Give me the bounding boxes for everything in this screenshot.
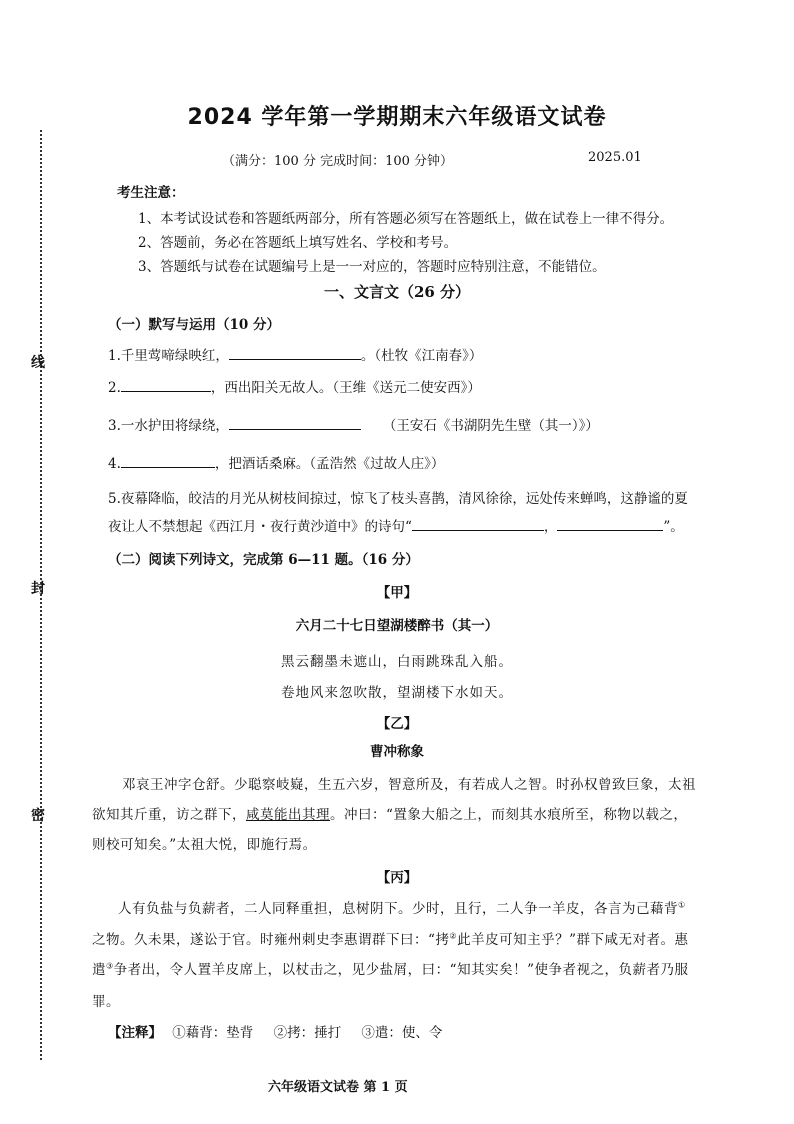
notice-item: 1、本考试设试卷和答题纸两部分，所有答题必须写在答题纸上，做在试卷上一律不得分。: [138, 211, 674, 227]
question-5-line2: 夜让人不禁想起《西江月・夜行黄沙道中》的诗句“ ， ”。: [108, 519, 684, 535]
question-1: 1.千里莺啼绿映红， 。（杜牧《江南春》）: [108, 348, 483, 364]
passage-line: 遣③争者出，令人置羊皮席上，以杖击之，见少盐屑，曰：“知其实矣！”使争者视之，负薪者乃服: [92, 961, 689, 978]
page-footer: 六年级语文试卷 第 1 页: [268, 1080, 408, 1095]
section-title: 一、文言文（26 分）: [323, 283, 471, 301]
side-mark-feng: 封: [31, 581, 45, 597]
answer-blank[interactable]: [121, 455, 215, 468]
notice-item: 3、答题纸与试卷在试题编号上是一一对应的，答题时应特别注意，不能错位。: [138, 259, 606, 275]
passage-line: 则校可知矣。”太祖大悦，即施行焉。: [92, 837, 317, 853]
part2-title: （二）阅读下列诗文，完成第 6—11 题。（16 分）: [108, 552, 419, 568]
label-bing: 【丙】: [376, 870, 418, 886]
side-mark-mi: 密: [31, 808, 45, 824]
passage-line: 欲知其斤重，访之群下，咸莫能出其理。冲曰：“置象大船之上，而刻其水痕所至，称物以载之，: [92, 807, 688, 823]
underlined-sentence: 咸莫能出其理: [246, 807, 330, 823]
passage-line: 之物。久未果，遂讼于官。时雍州刺史李惠谓群下曰：“拷②此羊皮可知主乎？”群下咸无对者。惠: [92, 931, 689, 948]
answer-blank[interactable]: [229, 347, 361, 360]
poem-line: 卷地风来忽吹散，望湖楼下水如天。: [281, 685, 513, 701]
label-yi: 【乙】: [376, 716, 418, 732]
label-jia: 【甲】: [376, 585, 418, 601]
annotations: 【注释】 ①藉背：垫背 ②拷：捶打 ③遣：使、令: [108, 1025, 443, 1041]
notice-heading: 考生注意：: [117, 185, 185, 201]
passage-line: 邓哀王冲字仓舒。少聪察岐嶷，生五六岁，智意所及，有若成人之智。时孙权曾致巨象，太祖: [122, 777, 696, 793]
answer-blank[interactable]: [412, 518, 544, 531]
question-5-line1: 5.夜幕降临，皎洁的月光从树枝间掠过，惊飞了枝头喜鹊，清风徐徐，远处传来蝉鸣，这静谧的夏: [108, 491, 688, 507]
notice-item: 2、答题前，务必在答题纸上填写姓名、学校和考号。: [138, 235, 458, 251]
exam-title: 2024 学年第一学期期末六年级语文试卷: [187, 105, 607, 130]
answer-blank[interactable]: [121, 379, 211, 392]
answer-blank[interactable]: [229, 417, 361, 430]
poem-line: 黑云翻墨未遮山，白雨跳珠乱入船。: [281, 654, 513, 670]
part1-title: （一）默写与运用（10 分）: [108, 317, 280, 333]
poem-title: 六月二十七日望湖楼醉书（其一）: [295, 618, 499, 634]
answer-blank[interactable]: [557, 518, 663, 531]
question-2: 2. ，西出阳关无故人。（王维《送元二使安西》）: [108, 380, 481, 396]
passage-title: 曹冲称象: [370, 744, 424, 760]
passage-line: 人有负盐与负薪者，二人同释重担，息树阴下。少时，且行，二人争一羊皮，各言为己藉背①: [118, 900, 686, 917]
exam-date: 2025.01: [588, 150, 642, 165]
score-time: （满分：100 分 完成时间：100 分钟）: [222, 154, 454, 169]
question-3: 3.一水护田将绿绕， （王安石《书湖阴先生壁（其一）》）: [108, 418, 599, 434]
passage-line: 罪。: [92, 994, 120, 1010]
question-4: 4. ，把酒话桑麻。（孟浩然《过故人庄》）: [108, 456, 445, 472]
side-mark-xian: 线: [31, 355, 45, 371]
